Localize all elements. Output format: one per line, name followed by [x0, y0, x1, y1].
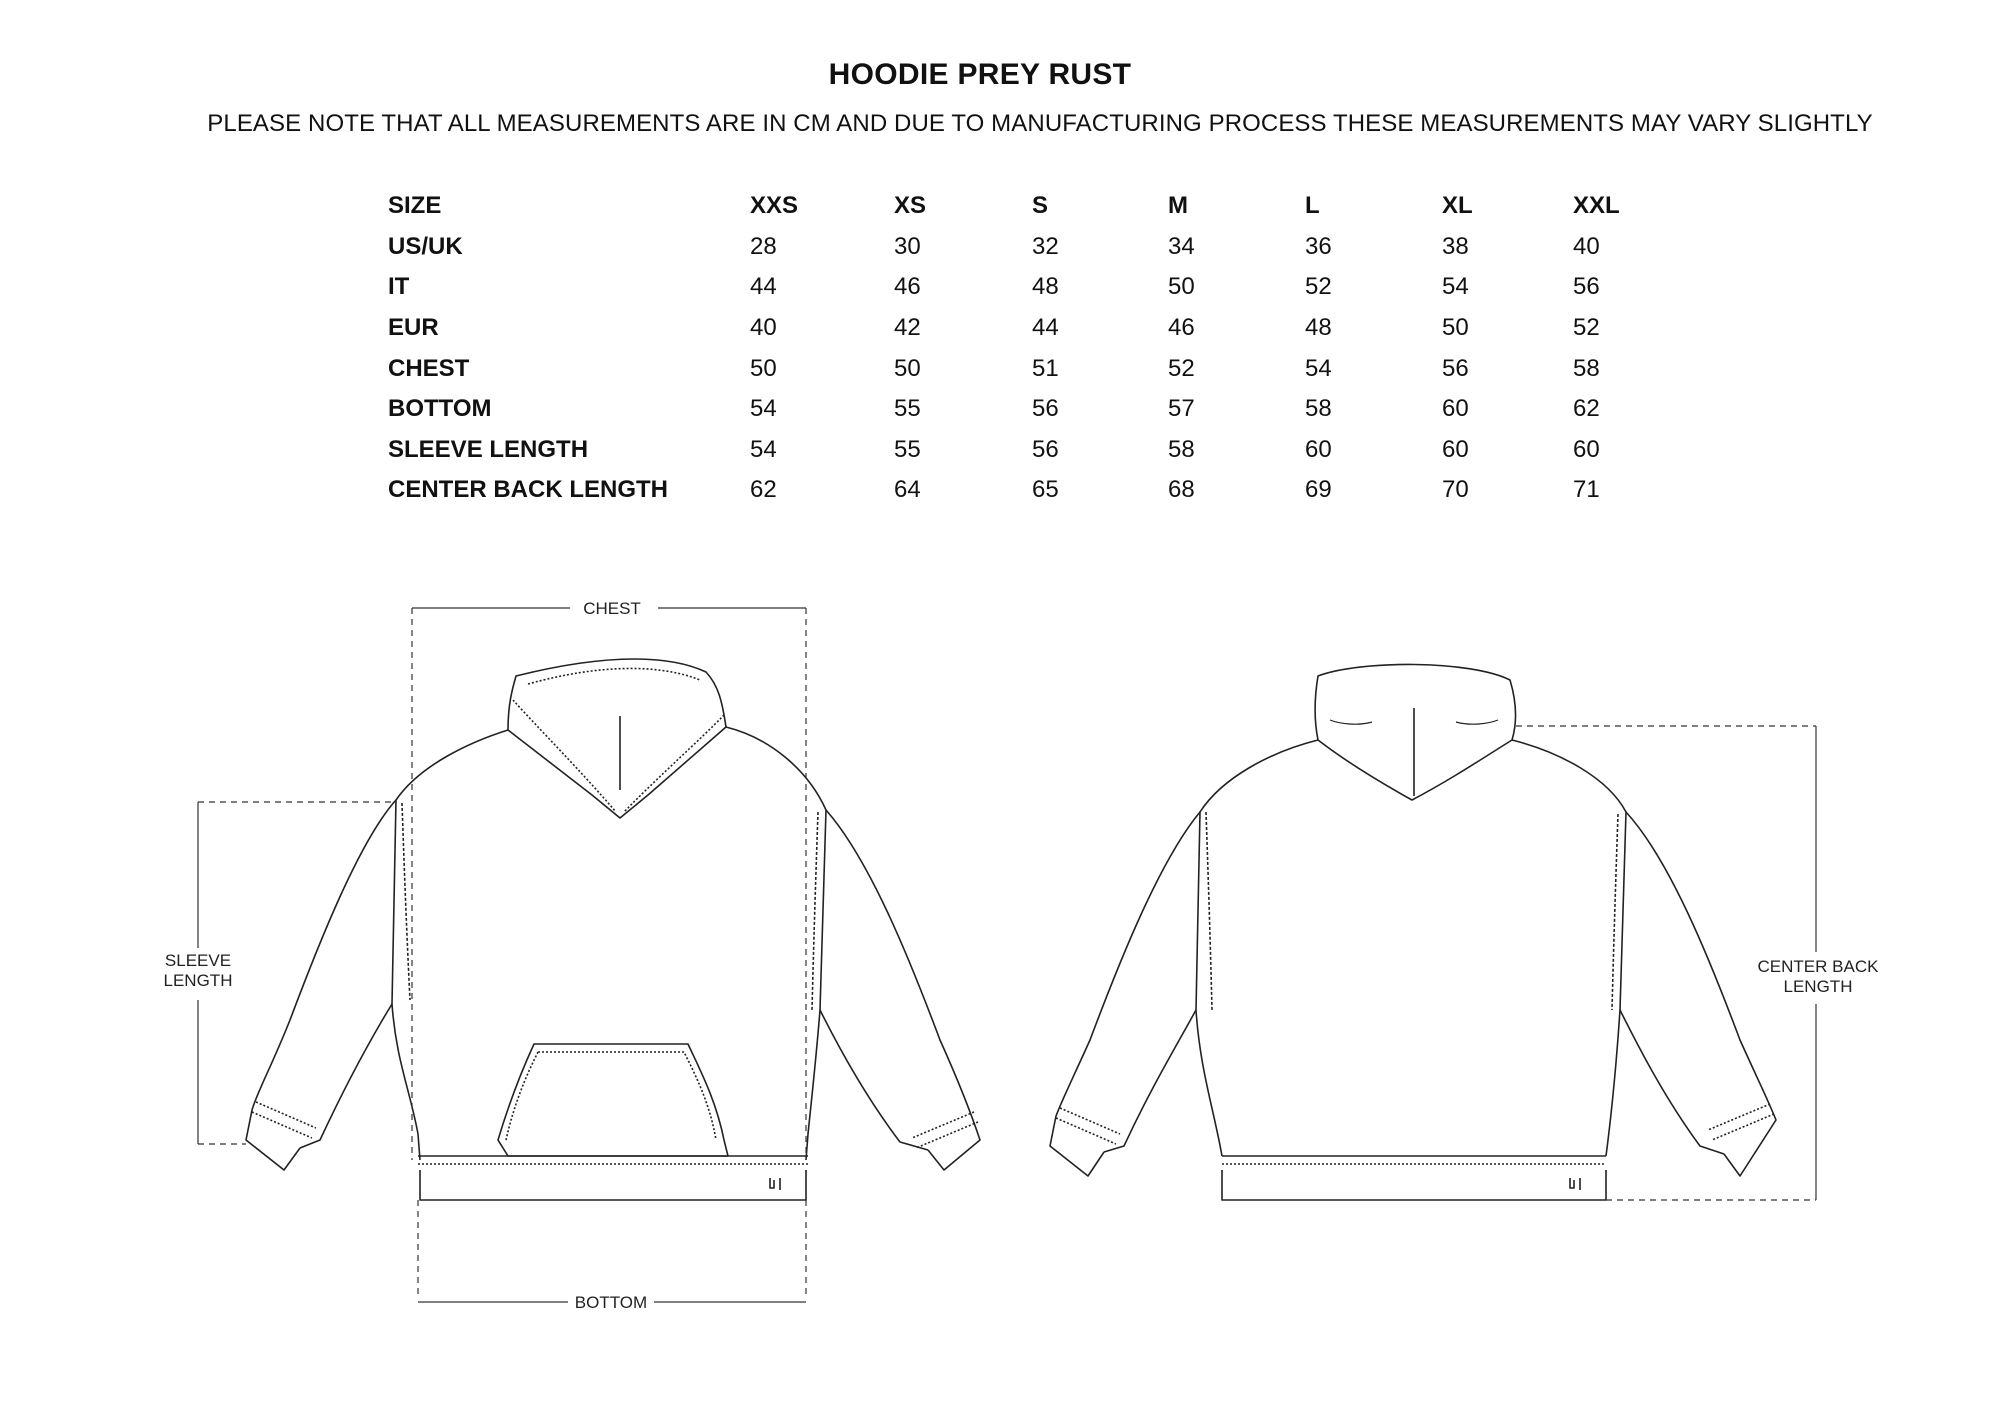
- sleeve-length-label-line1: SLEEVE: [164, 951, 232, 970]
- table-cell: 48: [1032, 273, 1059, 301]
- table-cell: 42: [894, 314, 921, 342]
- hoodie-front-illustration: [246, 659, 980, 1200]
- table-cell: 30: [894, 232, 921, 260]
- table-cell: 56: [1032, 435, 1059, 463]
- table-cell: 60: [1305, 435, 1332, 463]
- table-cell: 52: [1305, 273, 1332, 301]
- table-cell: 51: [1032, 354, 1059, 382]
- size-col-m: M: [1168, 192, 1188, 220]
- size-header-label: SIZE: [388, 192, 442, 220]
- table-cell: 69: [1305, 476, 1332, 504]
- table-cell: 48: [1305, 314, 1332, 342]
- table-cell: 60: [1442, 395, 1469, 423]
- page-title: HOODIE PREY RUST: [828, 58, 1132, 91]
- table-cell: 55: [894, 435, 921, 463]
- table-cell: 40: [750, 314, 777, 342]
- bottom-measurement-guide: [418, 1200, 806, 1302]
- table-cell: 60: [1573, 435, 1600, 463]
- table-cell: 46: [894, 273, 921, 301]
- table-cell: 32: [1032, 232, 1059, 260]
- table-cell: 44: [750, 273, 777, 301]
- table-cell: 58: [1573, 354, 1600, 382]
- table-cell: 34: [1168, 232, 1195, 260]
- row-label: SLEEVE LENGTH: [388, 435, 589, 463]
- table-cell: 55: [894, 395, 921, 423]
- table-cell: 50: [894, 354, 921, 382]
- row-label: IT: [388, 273, 410, 301]
- table-cell: 36: [1305, 232, 1332, 260]
- table-cell: 71: [1573, 476, 1600, 504]
- table-cell: 54: [1442, 273, 1469, 301]
- table-cell: 40: [1573, 232, 1600, 260]
- row-label: CHEST: [388, 354, 470, 382]
- table-cell: 46: [1168, 314, 1195, 342]
- measurement-note: PLEASE NOTE THAT ALL MEASUREMENTS ARE IN CM AND DUE TO MANUFACTURING PROCESS THESE MEASUREMENTS MAY VARY SLIGHTLY: [207, 110, 1873, 137]
- row-label: BOTTOM: [388, 395, 492, 423]
- size-col-l: L: [1305, 192, 1320, 220]
- table-cell: 44: [1032, 314, 1059, 342]
- size-col-xs: XS: [894, 192, 927, 220]
- row-label: CENTER BACK LENGTH: [388, 476, 668, 504]
- table-cell: 50: [1168, 273, 1195, 301]
- size-col-s: S: [1032, 192, 1049, 220]
- table-cell: 58: [1168, 435, 1195, 463]
- table-cell: 54: [750, 395, 777, 423]
- table-cell: 60: [1442, 435, 1469, 463]
- table-cell: 38: [1442, 232, 1469, 260]
- row-label: US/UK: [388, 232, 463, 260]
- table-cell: 62: [750, 476, 777, 504]
- table-cell: 54: [750, 435, 777, 463]
- table-cell: 56: [1442, 354, 1469, 382]
- table-cell: 52: [1573, 314, 1600, 342]
- table-cell: 58: [1305, 395, 1332, 423]
- size-col-xxs: XXS: [750, 192, 799, 220]
- row-label: EUR: [388, 314, 439, 342]
- table-cell: 50: [750, 354, 777, 382]
- table-cell: 64: [894, 476, 921, 504]
- sleeve-length-label-line2: LENGTH: [163, 971, 233, 990]
- chest-measurement-guide: [412, 608, 806, 1160]
- table-cell: 70: [1442, 476, 1469, 504]
- table-cell: 65: [1032, 476, 1059, 504]
- table-cell: 50: [1442, 314, 1469, 342]
- table-cell: 68: [1168, 476, 1195, 504]
- table-cell: 57: [1168, 395, 1195, 423]
- table-cell: 28: [750, 232, 777, 260]
- hoodie-back-illustration: [1050, 664, 1776, 1200]
- size-col-xxl: XXL: [1573, 192, 1620, 220]
- table-cell: 56: [1573, 273, 1600, 301]
- table-cell: 52: [1168, 354, 1195, 382]
- center-back-length-label-line2: LENGTH: [1783, 977, 1853, 996]
- bottom-label: BOTTOM: [574, 1293, 648, 1312]
- table-cell: 56: [1032, 395, 1059, 423]
- table-cell: 54: [1305, 354, 1332, 382]
- table-cell: 62: [1573, 395, 1600, 423]
- center-back-length-label-line1: CENTER BACK: [1757, 957, 1879, 976]
- chest-label: CHEST: [583, 599, 641, 618]
- size-col-xl: XL: [1442, 192, 1473, 220]
